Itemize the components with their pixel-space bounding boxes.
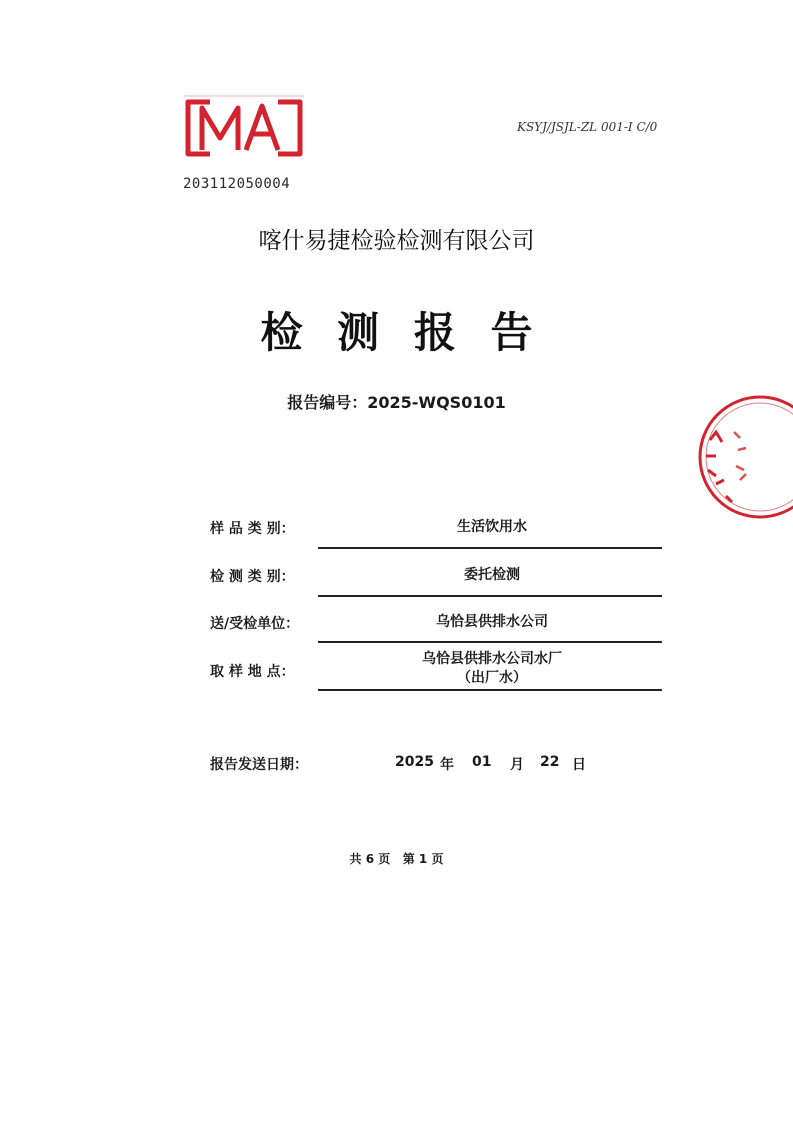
field-label: 样 品 类 别： [210,521,295,537]
field-row-test-type [210,566,662,598]
report-title [0,300,793,360]
field-label: 取 样 地 点： [210,664,295,680]
company-seal-stamp [678,392,793,522]
underline [318,641,662,643]
send-date-year-unit: 年 [440,757,454,773]
field-value: 委托检测 [464,567,520,583]
send-date-year: 2025 [395,754,434,770]
field-row-client-unit [210,613,662,645]
send-date-label: 报告发送日期： [210,757,308,773]
report-number: 报告编号：2025-WQS0101 [287,393,506,412]
field-row-sample-type [210,518,662,550]
underline [318,547,662,549]
underline [318,689,662,691]
send-date-day-unit: 日 [572,757,586,773]
field-value-line: 乌恰县供排水公司水厂 [422,651,562,667]
field-value: 生活饮用水 [457,519,527,535]
cma-logo [180,94,308,162]
page-number-info: 共 6 页 第 1 页 [349,852,444,866]
underline [318,595,662,597]
title-char: 告 [490,308,533,357]
title-char: 报 [413,308,456,357]
company-name: 喀什易捷检验检测有限公司 [258,228,535,254]
field-label: 送/受检单位： [210,616,300,632]
cma-cert-number: 203112050004 [183,176,291,192]
field-value-line: （出厂水） [457,670,527,686]
field-value: 乌恰县供排水公司 [436,614,548,630]
field-label: 检 测 类 别： [210,569,295,585]
title-char: 测 [337,308,380,357]
title-char: 检 [260,308,303,357]
send-date-month: 01 [472,754,492,770]
field-row-sampling-location [210,650,662,692]
document-code: KSYJ/JSJL-ZL 001-I C/0 [517,120,658,134]
send-date-month-unit: 月 [510,757,524,773]
send-date-day: 22 [540,754,560,770]
